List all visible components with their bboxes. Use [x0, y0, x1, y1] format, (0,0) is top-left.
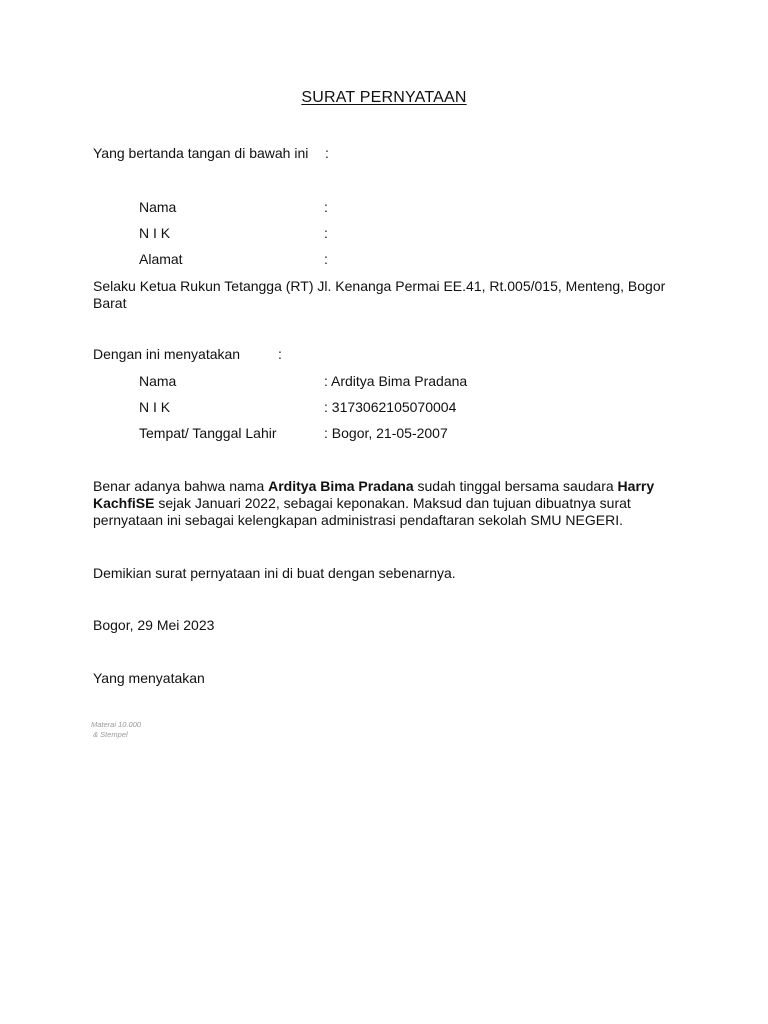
signer-address-value: : [324, 251, 328, 267]
intro-colon: : [325, 145, 329, 161]
declared-nik-label: N I K [139, 399, 171, 415]
signer-name-value: : [324, 199, 328, 215]
statement-guardian: Harry KachfiSE [93, 478, 655, 511]
declared-birth-value: : Bogor, 21-05-2007 [324, 425, 448, 441]
signer-nik-label: N I K [139, 225, 171, 241]
signer-address-label: Alamat [139, 251, 183, 267]
intro-label: Yang bertanda tangan di bawah ini [93, 145, 309, 161]
statement-part1: Benar adanya bahwa nama [93, 478, 269, 494]
statement-part3: sejak Januari 2022, sebagai keponakan. Maksud dan tujuan dibuatnya surat pernyataan ini sebagai kelengkapan administrasi pendaftaran sekolah SMU NEGERI. [93, 495, 631, 528]
document-title-text: SURAT PERNYATAAN [301, 89, 467, 106]
declared-name-value: : Arditya Bima Pradana [324, 373, 468, 389]
declare-colon: : [278, 346, 282, 362]
place-date: Bogor, 29 Mei 2023 [93, 617, 215, 633]
statement-paragraph [93, 478, 668, 529]
stamp-note [91, 720, 141, 740]
closing-text: Demikian surat pernyataan ini di buat dengan sebenarnya. [93, 565, 456, 581]
statement-part2: sudah tinggal bersama saudara [413, 478, 618, 494]
signer-nik-value: : [324, 225, 328, 241]
statement-name: Arditya Bima Pradana [268, 478, 414, 494]
declared-name-label: Nama [139, 373, 177, 389]
declare-label: Dengan ini menyatakan [93, 346, 241, 362]
stamp-line-2: & Stempel [91, 730, 128, 739]
signer-name-label: Nama [139, 199, 177, 215]
document-title [0, 89, 768, 106]
stamp-line-1: Materai 10.000 [91, 720, 142, 729]
declared-nik-value: : 3173062105070004 [324, 399, 457, 415]
signatory-label: Yang menyatakan [93, 670, 205, 686]
role-paragraph: Selaku Ketua Rukun Tetangga (RT) Jl. Kenanga Permai EE.41, Rt.005/015, Menteng, Bogor Barat [93, 278, 666, 311]
declared-birth-label: Tempat/ Tanggal Lahir [139, 425, 277, 441]
